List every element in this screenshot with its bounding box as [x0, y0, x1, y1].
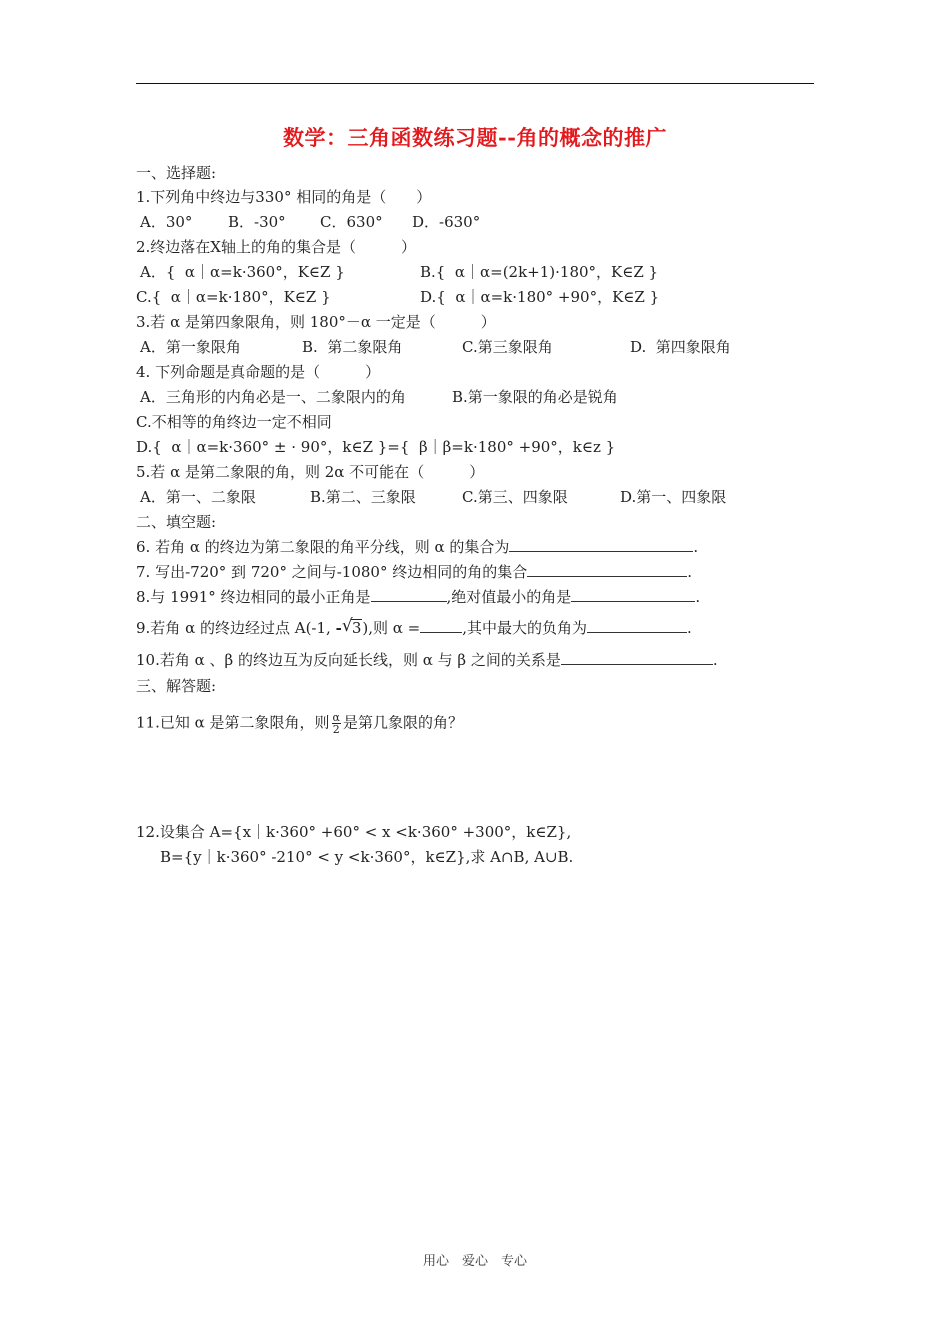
q9-text-2: ),则 α = [362, 619, 421, 637]
q3-option-d: D. 第四象限角 [630, 338, 731, 356]
q6-answer-blank[interactable] [509, 537, 693, 552]
question-3-stem: 3.若 α 是第四象限角，则 180°－α 一定是（ ） [136, 313, 496, 331]
q1-option-a: A．30° [140, 213, 193, 231]
question-11 [136, 712, 463, 735]
question-8: 8.与 1991° 终边相同的最小正角是 ,绝对值最小的角是 . [136, 588, 701, 606]
q11-text-1: 11.已知 α 是第二象限角，则 [136, 713, 330, 732]
question-4-stem: 4. 下列命题是真命题的是（ ） [136, 363, 381, 381]
q5-option-d: D.第一、四象限 [620, 488, 727, 506]
q5-option-a: A．第一、二象限 [140, 488, 256, 506]
fraction-denominator: 2 [332, 723, 340, 736]
q10-answer-blank[interactable] [561, 650, 713, 665]
question-6: 6. 若角 α 的终边为第二象限的角平分线，则 α 的集合为 . [136, 538, 699, 556]
q8-text-2: ,绝对值最小的角是 [446, 588, 572, 606]
q2-option-b: B.{ α｜α=(2k+1)·180°，K∈Z } [420, 263, 659, 281]
radical-sign-icon: √ [341, 616, 353, 636]
q6-text: 6. 若角 α 的终边为第二象限的角平分线，则 α 的集合为 [136, 538, 510, 556]
question-10: 10.若角 α 、β 的终边互为反向延长线，则 α 与 β 之间的关系是 . [136, 651, 718, 669]
question-5-stem: 5.若 α 是第二象限的角，则 2α 不可能在（ ） [136, 463, 485, 481]
page-title: 数学：三角函数练习题--角的概念的推广 [283, 125, 667, 150]
q3-option-a: A．第一象限角 [140, 338, 241, 356]
q8-text-1: 8.与 1991° 终边相同的最小正角是 [136, 588, 371, 606]
q9-text-3: ,其中最大的负角为 [462, 619, 588, 637]
fraction-numerator: α [332, 711, 340, 724]
question-1-stem: 1.下列角中终边与330° 相同的角是（ ） [136, 188, 432, 206]
question-9: 9.若角 α 的终边经过点 A(-1, - √ 3),则 α = ,其中最大的负角为 . [136, 616, 692, 637]
q4-option-b: B.第一象限的角必是锐角 [452, 388, 618, 406]
q2-option-d: D.{ α｜α=k·180° +90°，K∈Z } [420, 288, 660, 306]
q7-answer-blank[interactable] [527, 562, 687, 577]
section-heading-solve: 三、解答题: [136, 677, 217, 695]
q1-option-d: D．-630° [412, 213, 481, 231]
q9-minus: - [335, 619, 342, 637]
q3-option-c: C.第三象限角 [462, 338, 553, 356]
q9-text-1: 9.若角 α 的终边经过点 A(-1, [136, 619, 331, 637]
q9-radicand: 3 [351, 619, 362, 637]
q7-text: 7. 写出-720° 到 720° 之间与-1080° 终边相同的角的集合 [136, 563, 528, 581]
question-2-stem: 2.终边落在X轴上的角的集合是（ ） [136, 238, 416, 256]
page-footer: 用心 爱心 专心 [422, 1254, 527, 1269]
question-12-line-2: B={y｜k·360° -210° < y <k·360°，k∈Z},求 A∩B, A∪B. [160, 848, 574, 866]
q8-answer-blank-2[interactable] [571, 587, 695, 602]
q2-option-a: A．{ α｜α=k·360°，K∈Z } [140, 263, 345, 281]
q9-answer-blank-1[interactable] [420, 618, 462, 633]
sqrt-symbol [342, 618, 363, 638]
q5-option-b: B.第二、三象限 [310, 488, 416, 506]
section-heading-fill: 二、填空题: [136, 513, 217, 531]
header-rule [136, 83, 814, 84]
q10-text: 10.若角 α 、β 的终边互为反向延长线，则 α 与 β 之间的关系是 [136, 651, 561, 669]
section-heading-choice: 一、选择题: [136, 164, 217, 182]
q5-option-c: C.第三、四象限 [462, 488, 568, 506]
q4-option-c: C.不相等的角终边一定不相同 [136, 413, 332, 431]
q2-option-c: C.{ α｜α=k·180°，K∈Z } [136, 288, 331, 306]
q11-text-2: 是第几象限的角？ [342, 713, 463, 732]
fraction [332, 712, 341, 735]
question-12-line-1: 12.设集合 A={x｜k·360° +60° < x <k·360° +300°，k∈Z}, [136, 823, 572, 841]
question-7: 7. 写出-720° 到 720° 之间与-1080° 终边相同的角的集合 . [136, 563, 693, 581]
q4-option-d: D.{ α｜α=k·360° ± · 90°，k∈Z }={ β｜β=k·180° +90°，k∈z } [136, 438, 616, 456]
q4-option-a: A．三角形的内角必是一、二象限内的角 [140, 388, 406, 406]
q1-option-b: B．-30° [228, 213, 286, 231]
q8-answer-blank-1[interactable] [371, 587, 447, 602]
q9-answer-blank-2[interactable] [587, 618, 687, 633]
q3-option-b: B. 第二象限角 [302, 338, 403, 356]
q1-option-c: C．630° [320, 213, 383, 231]
